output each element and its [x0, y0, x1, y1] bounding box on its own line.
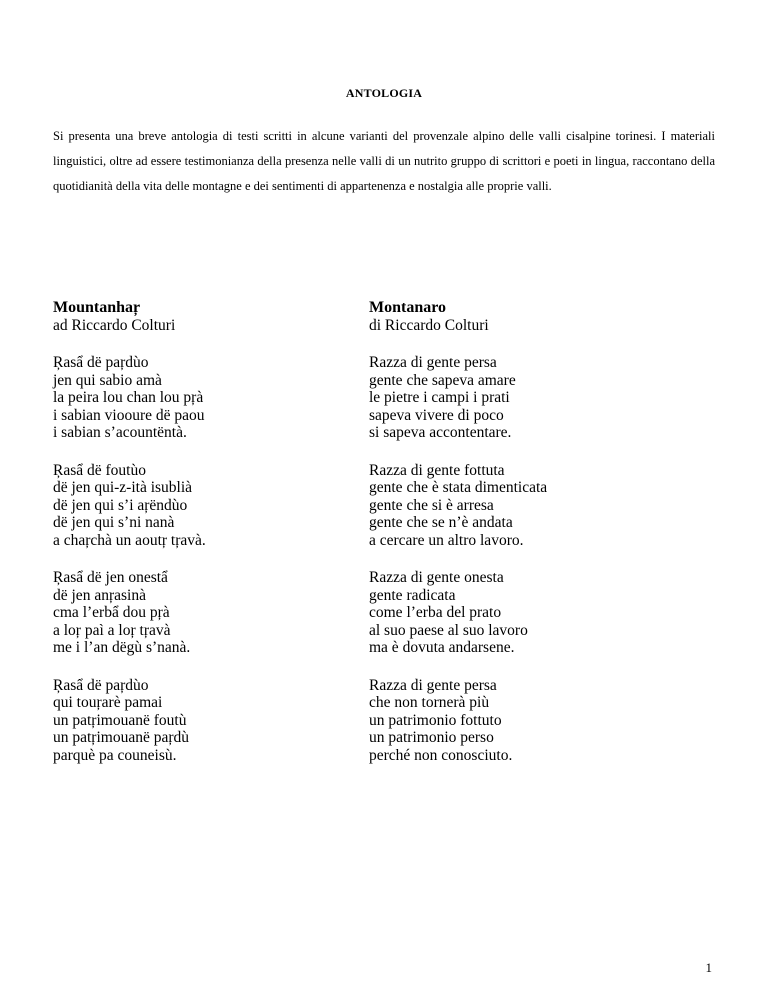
- poem-original-stanzas: [53, 354, 353, 764]
- poem-line: che non tornerà più: [369, 694, 490, 711]
- poem-line: gente radicata: [369, 586, 456, 604]
- poem-translation: [369, 299, 669, 764]
- stanza: [369, 354, 669, 442]
- poem-line: me i l’an dëgù s’nanà.: [53, 639, 191, 656]
- poem-line: cma l’erbẩ dou pŗà: [53, 604, 170, 621]
- poem-translation-stanzas: [369, 354, 669, 764]
- page-number: 1: [705, 960, 712, 975]
- poem-line: Ŗasẩ dë jen onestẩ: [53, 569, 168, 586]
- poem-line: perché non conosciuto.: [369, 746, 513, 764]
- intro-paragraph: Si presenta una breve antologia di testi scritti in alcune varianti del provenzale alpino delle valli cisalpine torinesi. I materiali linguistici, oltre ad essere testimonianza della presenza nelle valli di un nutrito gruppo di scrittori e poeti in lingua, raccontano della quotidianità della vita delle montagne e dei sentimenti di appartenenza e nostalgia alle proprie valli.: [53, 129, 715, 193]
- poem-line: ma è dovuta andarsene.: [369, 639, 515, 656]
- stanza: [53, 462, 353, 550]
- poem-line: Razza di gente persa: [369, 354, 497, 371]
- poem-line: un patŗimouanë paŗdù: [53, 729, 190, 746]
- poem-line: gente che si è arresa: [369, 496, 494, 514]
- poem-line: la peira lou chan lou pŗà: [53, 389, 204, 406]
- poem-translation-author: di Riccardo Colturi: [369, 316, 489, 334]
- poem-line: i sabian viooure dë paou: [53, 406, 205, 424]
- poem-line: dë jen anŗasinà: [53, 586, 146, 604]
- poem-line: le pietre i campi i prati: [369, 389, 510, 406]
- poem-line: Razza di gente persa: [369, 676, 497, 694]
- page-title: ANTOLOGIA: [345, 86, 423, 100]
- poem-line: Ŗasẩ dë paŗdùo: [53, 676, 149, 694]
- poem-line: a cercare un altro lavoro.: [369, 531, 524, 549]
- poem-line: un patrimonio fottuto: [369, 711, 502, 729]
- poem-line: a chaŗchà un aoutŗ tŗavà.: [53, 531, 206, 549]
- poem-line: gente che è stata dimenticata: [369, 479, 548, 496]
- poem-line: Razza di gente onesta: [369, 569, 504, 586]
- poem-line: a loŗ paì a loŗ tŗavà: [53, 621, 171, 639]
- poem-line: si sapeva accontentare.: [369, 424, 512, 441]
- stanza: [53, 677, 353, 765]
- poem-line: gente che sapeva amare: [369, 371, 516, 389]
- poem-line: Razza di gente fottuta: [369, 461, 505, 479]
- stanza: [369, 462, 669, 550]
- stanza: [53, 354, 353, 442]
- poem-translation-title: Montanaro: [369, 299, 447, 316]
- stanza: [53, 569, 353, 657]
- poem-line: jen qui sabio amà: [53, 371, 162, 389]
- poem-line: dë jen qui s’i aŗëndùo: [53, 496, 188, 514]
- poem-line: come l’erba del prato: [369, 604, 502, 621]
- poem-original-title: Mountanhaŗ: [53, 299, 141, 316]
- stanza: [369, 569, 669, 657]
- poem-line: un patŗimouanë foutù: [53, 711, 187, 729]
- poem-line: Ŗasẩ dë foutùo: [53, 461, 146, 479]
- poem-line: i sabian s’acountëntà.: [53, 424, 187, 441]
- poem-line: parquè pa couneisù.: [53, 746, 177, 764]
- poem-line: al suo paese al suo lavoro: [369, 621, 528, 639]
- poem-line: qui touŗarè pamai: [53, 694, 163, 711]
- poem-original-author: ad Riccardo Colturi: [53, 316, 176, 334]
- poem-original: [53, 299, 353, 764]
- poem-line: sapeva vivere di poco: [369, 406, 504, 424]
- poem-line: Ŗasẩ dë paŗdùo: [53, 354, 149, 371]
- stanza: [369, 677, 669, 765]
- poem-line: gente che se n’è andata: [369, 514, 513, 531]
- poem-line: dë jen qui-z-ità isublià: [53, 479, 193, 496]
- poem-line: dë jen qui s’ni nanà: [53, 514, 175, 531]
- poem-line: un patrimonio perso: [369, 729, 494, 746]
